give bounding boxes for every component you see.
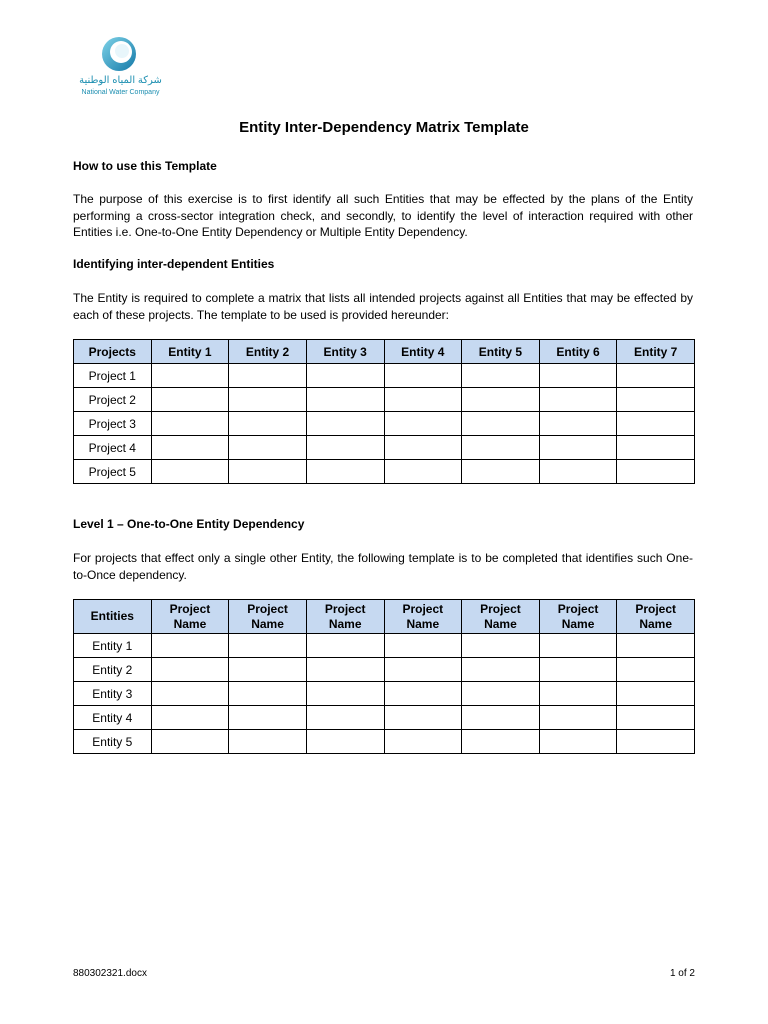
table-row [74, 388, 695, 412]
table-cell [617, 682, 695, 706]
table-cell [306, 460, 384, 484]
table-cell [151, 436, 229, 460]
column-header: Entity 6 [539, 340, 617, 364]
table-cell [306, 682, 384, 706]
table-row [74, 364, 695, 388]
table-cell [462, 730, 540, 754]
company-logo [73, 36, 168, 100]
table-cell [462, 706, 540, 730]
table-cell [384, 460, 462, 484]
column-header: Project Name [539, 600, 617, 634]
row-label: Entity 1 [74, 634, 152, 658]
column-header: Entity 2 [229, 340, 307, 364]
table-row [74, 412, 695, 436]
table-cell [384, 388, 462, 412]
table-row [74, 730, 695, 754]
column-header: Entity 1 [151, 340, 229, 364]
table-cell [306, 436, 384, 460]
section-body-identifying: The Entity is required to complete a matrix that lists all intended projects against all Entities that may be effected by each of these projects. The template to be used is provided hereunder: [73, 291, 693, 322]
table-cell [617, 436, 695, 460]
column-header: Project Name [306, 600, 384, 634]
column-header: Project Name [384, 600, 462, 634]
table-cell [462, 634, 540, 658]
table-cell [617, 706, 695, 730]
table-cell [539, 658, 617, 682]
table-cell [384, 730, 462, 754]
section-heading-level-1: Level 1 – One-to-One Entity Dependency [73, 517, 305, 531]
row-label: Project 5 [74, 460, 152, 484]
table-cell [617, 634, 695, 658]
row-label: Project 4 [74, 436, 152, 460]
table-cell [151, 388, 229, 412]
table-cell [306, 388, 384, 412]
table-cell [539, 706, 617, 730]
table-cell [151, 412, 229, 436]
table-cell [151, 460, 229, 484]
section-body-how-to-use: The purpose of this exercise is to first identify all such Entities that may be effected by the plans of the Entity performing a cross-sector integration check, and secondly, to identify the level of interaction required with other Entities i.e. One-to-One Entity Dependency or Multiple Entity Dependency. [73, 192, 693, 239]
column-header: Entity 3 [306, 340, 384, 364]
table-cell [229, 388, 307, 412]
table-cell [617, 388, 695, 412]
row-label: Entity 4 [74, 706, 152, 730]
table-cell [229, 460, 307, 484]
table-cell [384, 682, 462, 706]
entities-projects-matrix [73, 599, 695, 754]
table-cell [151, 706, 229, 730]
table-cell [384, 436, 462, 460]
column-header: Entity 5 [462, 340, 540, 364]
row-label: Entity 5 [74, 730, 152, 754]
row-label: Entity 3 [74, 682, 152, 706]
table-row [74, 706, 695, 730]
table-cell [462, 460, 540, 484]
table-cell [151, 730, 229, 754]
table-cell [617, 730, 695, 754]
table-cell [384, 412, 462, 436]
table-cell [617, 460, 695, 484]
table-cell [306, 658, 384, 682]
table-corner-header: Projects [74, 340, 152, 364]
section-body-level-1: For projects that effect only a single other Entity, the following template is to be completed that identifies such One-to-Once dependency. [73, 551, 693, 582]
section-heading-identifying: Identifying inter-dependent Entities [73, 257, 275, 271]
table-cell [462, 412, 540, 436]
table-cell [306, 412, 384, 436]
table-cell [229, 364, 307, 388]
table-cell [462, 388, 540, 412]
table-cell [539, 388, 617, 412]
table-cell [617, 412, 695, 436]
table-cell [306, 706, 384, 730]
table-cell [229, 730, 307, 754]
table-cell [617, 658, 695, 682]
table-cell [384, 634, 462, 658]
table-cell [462, 436, 540, 460]
table-corner-header: Entities [74, 600, 152, 634]
row-label: Project 2 [74, 388, 152, 412]
table-cell [229, 682, 307, 706]
table-row [74, 436, 695, 460]
table-cell [539, 634, 617, 658]
table-cell [306, 730, 384, 754]
footer-filename: 880302321.docx [73, 968, 147, 979]
table-cell [617, 364, 695, 388]
column-header: Project Name [151, 600, 229, 634]
table-cell [229, 634, 307, 658]
table-cell [151, 364, 229, 388]
table-cell [384, 658, 462, 682]
table-row [74, 460, 695, 484]
table-row [74, 634, 695, 658]
table-cell [151, 682, 229, 706]
table-cell [539, 412, 617, 436]
table-cell [229, 412, 307, 436]
section-heading-how-to-use: How to use this Template [73, 159, 217, 173]
table-header-row [74, 340, 695, 364]
row-label: Project 1 [74, 364, 152, 388]
table-cell [539, 682, 617, 706]
table-cell [229, 436, 307, 460]
footer-page-number: 1 of 2 [669, 968, 695, 979]
table-cell [462, 364, 540, 388]
table-cell [306, 634, 384, 658]
document-title: Entity Inter-Dependency Matrix Template [239, 119, 529, 136]
table-cell [151, 634, 229, 658]
table-header-row [74, 600, 695, 634]
projects-entities-matrix [73, 339, 695, 484]
table-cell [384, 364, 462, 388]
column-header: Entity 4 [384, 340, 462, 364]
column-header: Entity 7 [617, 340, 695, 364]
table-cell [229, 706, 307, 730]
column-header: Project Name [462, 600, 540, 634]
logo-arabic-text: شركة المياه الوطنية [79, 75, 162, 86]
table-row [74, 682, 695, 706]
table-cell [462, 682, 540, 706]
logo-english-text: National Water Company [81, 89, 160, 96]
table-cell [462, 658, 540, 682]
row-label: Project 3 [74, 412, 152, 436]
table-cell [384, 706, 462, 730]
column-header: Project Name [617, 600, 695, 634]
table-cell [306, 364, 384, 388]
table-cell [539, 460, 617, 484]
table-row [74, 658, 695, 682]
table-cell [229, 658, 307, 682]
table-cell [151, 658, 229, 682]
table-cell [539, 364, 617, 388]
column-header: Project Name [229, 600, 307, 634]
water-drop-logo-icon [99, 36, 139, 74]
table-cell [539, 436, 617, 460]
table-cell [539, 730, 617, 754]
row-label: Entity 2 [74, 658, 152, 682]
